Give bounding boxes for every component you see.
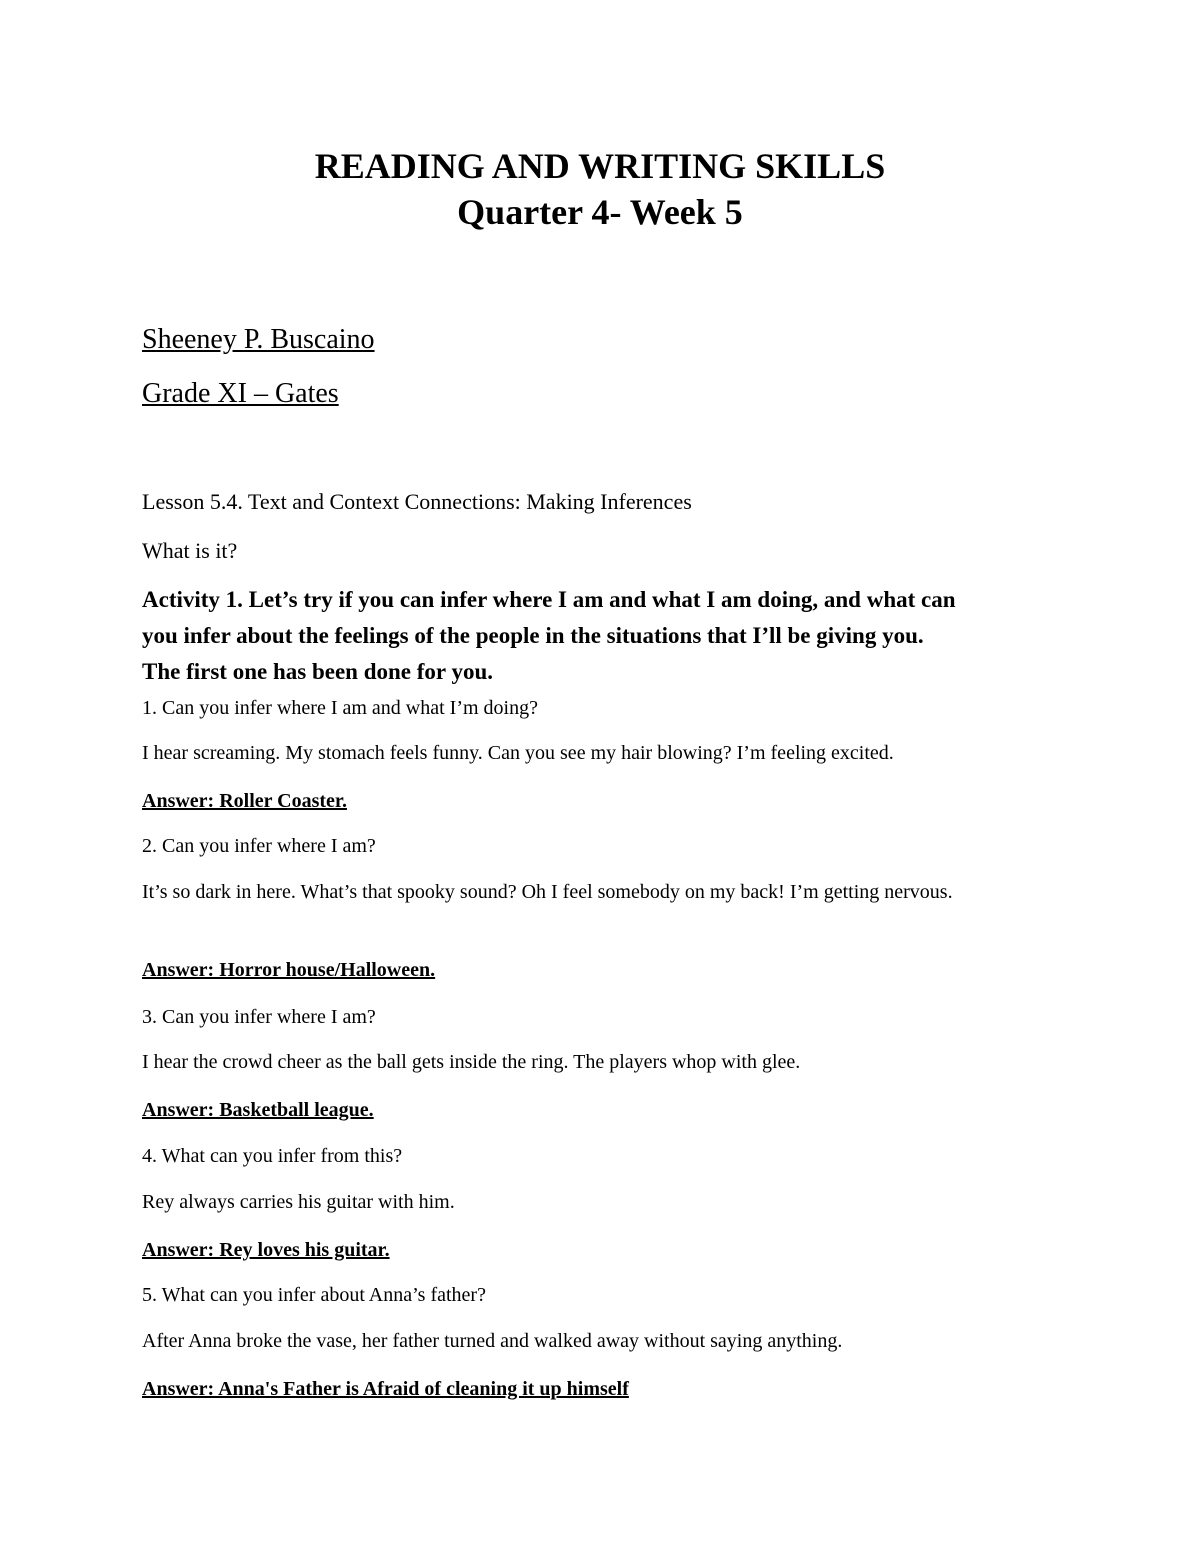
question-3: 3. Can you infer where I am? (142, 1006, 376, 1028)
answer-3: Answer: Basketball league. (142, 1099, 374, 1121)
activity-line: you infer about the feelings of the people in the situations that I’ll be giving you. (142, 623, 924, 648)
student-grade: Grade XI – Gates (142, 378, 339, 409)
question-1: 1. Can you infer where I am and what I’m doing? (142, 697, 538, 719)
situation-1: I hear screaming. My stomach feels funny. Can you see my hair blowing? I’m feeling excited. (142, 742, 894, 764)
section-heading: What is it? (142, 538, 238, 563)
question-5: 5. What can you infer about Anna’s father? (142, 1284, 486, 1306)
lesson-title: Lesson 5.4. Text and Context Connections: Making Inferences (142, 489, 692, 514)
situation-4: Rey always carries his guitar with him. (142, 1191, 455, 1213)
question-4: 4. What can you infer from this? (142, 1145, 403, 1167)
answer-5: Answer: Anna's Father is Afraid of cleaning it up himself (142, 1378, 629, 1400)
answer-4: Answer: Rey loves his guitar. (142, 1239, 390, 1261)
question-2: 2. Can you infer where I am? (142, 835, 376, 857)
student-name: Sheeney P. Buscaino (142, 324, 375, 355)
answer-1: Answer: Roller Coaster. (142, 790, 347, 812)
activity-line: Activity 1. Let’s try if you can infer where I am and what I am doing, and what can (142, 587, 956, 612)
answer-2: Answer: Horror house/Halloween. (142, 959, 436, 981)
document-title: READING AND WRITING SKILLS (314, 146, 886, 186)
situation-3: I hear the crowd cheer as the ball gets inside the ring. The players whop with glee. (142, 1051, 801, 1073)
activity-line: The first one has been done for you. (142, 659, 493, 684)
document-subtitle: Quarter 4- Week 5 (457, 192, 743, 232)
activity-instructions (142, 582, 1082, 690)
situation-5: After Anna broke the vase, her father turned and walked away without saying anything. (142, 1330, 843, 1352)
situation-2: It’s so dark in here. What’s that spooky sound? Oh I feel somebody on my back! I’m getting nervous. (142, 881, 953, 903)
